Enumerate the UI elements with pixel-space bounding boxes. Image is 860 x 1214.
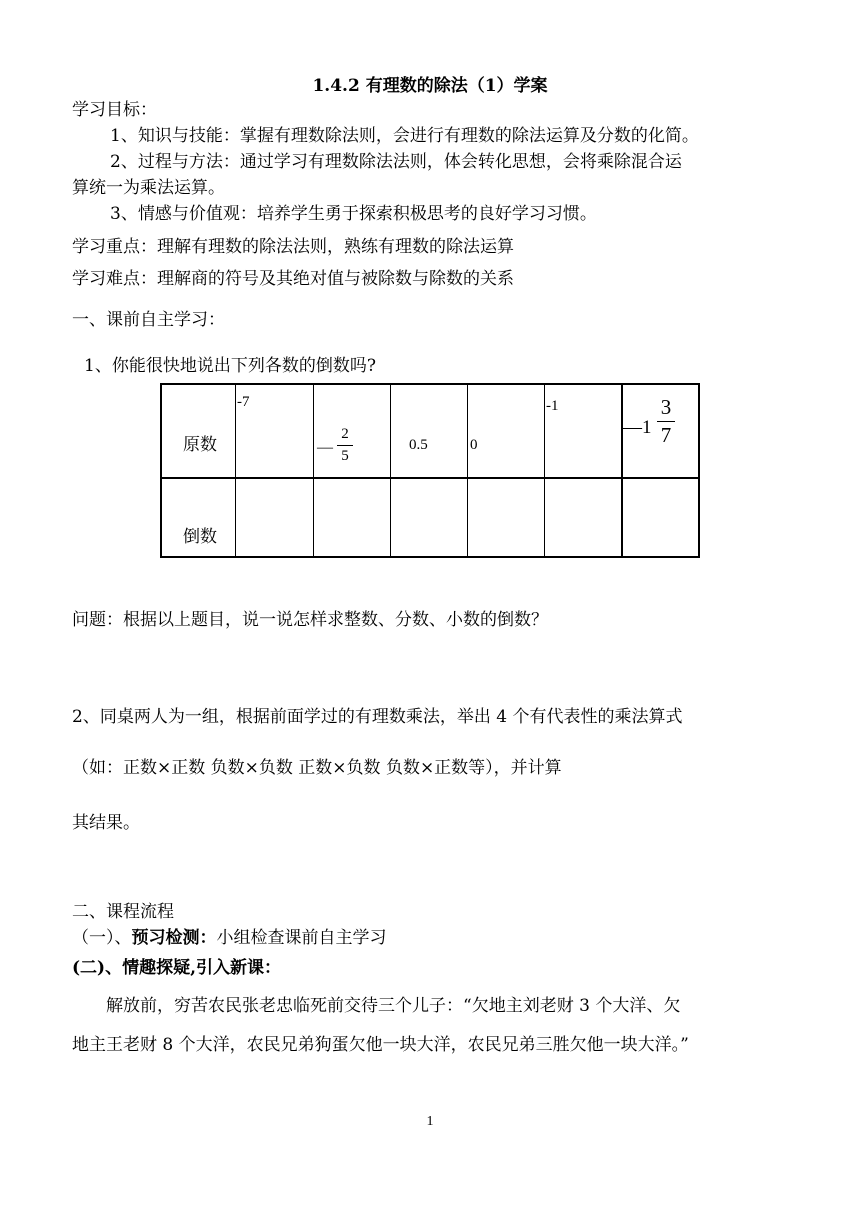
page-title: 1.4.2 有理数的除法（1）学案 (312, 76, 548, 96)
numerator: 2 (341, 426, 349, 442)
numerator: 3 (660, 395, 672, 419)
section1-heading: 一、课前自主学习： (72, 310, 225, 330)
mixed-whole: —1 (623, 417, 652, 438)
value-neg-1: -1 (546, 398, 559, 414)
objectives-heading: 学习目标： (72, 100, 157, 120)
story-line-1: 解放前，穷苦农民张老忠临死前交待三个儿子：“欠地主刘老财 3 个大洋、欠 (106, 996, 681, 1016)
sub-section-2: (二)、情趣探疑,引入新课： (72, 958, 282, 978)
section2-heading: 二、课程流程 (72, 902, 174, 922)
objective-3: 3、情感与价值观：培养学生勇于探索积极思考的良好学习习惯。 (110, 204, 597, 224)
question-text: 问题：根据以上题目，说一说怎样求整数、分数、小数的倒数？ (72, 610, 548, 630)
difficulty: 学习难点：理解商的符号及其绝对值与被除数与除数的关系 (72, 269, 514, 289)
story-line-2: 地主王老财 8 个大洋，农民兄弟狗蛋欠他一块大洋，农民兄弟三胜欠他一块大洋。” (72, 1035, 689, 1055)
sub1-prefix: （一）、 (72, 928, 132, 948)
q2-line-2: （如：正数×正数 负数×负数 正数×负数 负数×正数等），并计算 (72, 758, 562, 778)
q2-line-1: 2、同桌两人为一组，根据前面学过的有理数乘法，举出 4 个有代表性的乘法算式 (72, 707, 683, 727)
fraction-bar (657, 421, 675, 422)
key-point: 学习重点：理解有理数的除法法则，熟练有理数的除法运算 (72, 237, 514, 257)
fraction-2-5 (337, 427, 353, 464)
reciprocal-table (160, 383, 700, 558)
value-neg-7: -7 (237, 394, 250, 410)
page-number: 1 (426, 1114, 434, 1129)
objective-2: 2、过程与方法：通过学习有理数除法法则，体会转化思想，会将乘除混合运 (110, 152, 682, 172)
objective-1: 1、知识与技能：掌握有理数除法则，会进行有理数的除法运算及分数的化简。 (110, 126, 699, 146)
denominator: 5 (341, 448, 349, 464)
value-0: 0 (470, 437, 478, 453)
sub-section-1 (72, 926, 387, 950)
denominator: 7 (660, 423, 672, 447)
row-label-original: 原数 (183, 435, 217, 455)
value-0-5: 0.5 (409, 437, 428, 453)
sub1-bold: 预习检测： (131, 928, 217, 948)
q2-line-3: 其结果。 (72, 813, 140, 833)
fraction-3-7 (657, 397, 675, 446)
row-label-reciprocal: 倒数 (183, 527, 217, 547)
minus-sign: — (317, 439, 333, 456)
fraction-bar (337, 445, 353, 446)
question-1: 1、你能很快地说出下列各数的倒数吗? (84, 356, 376, 376)
objective-2-cont: 算统一为乘法运算。 (72, 178, 225, 198)
sub1-rest: 小组检查课前自主学习 (216, 928, 387, 948)
